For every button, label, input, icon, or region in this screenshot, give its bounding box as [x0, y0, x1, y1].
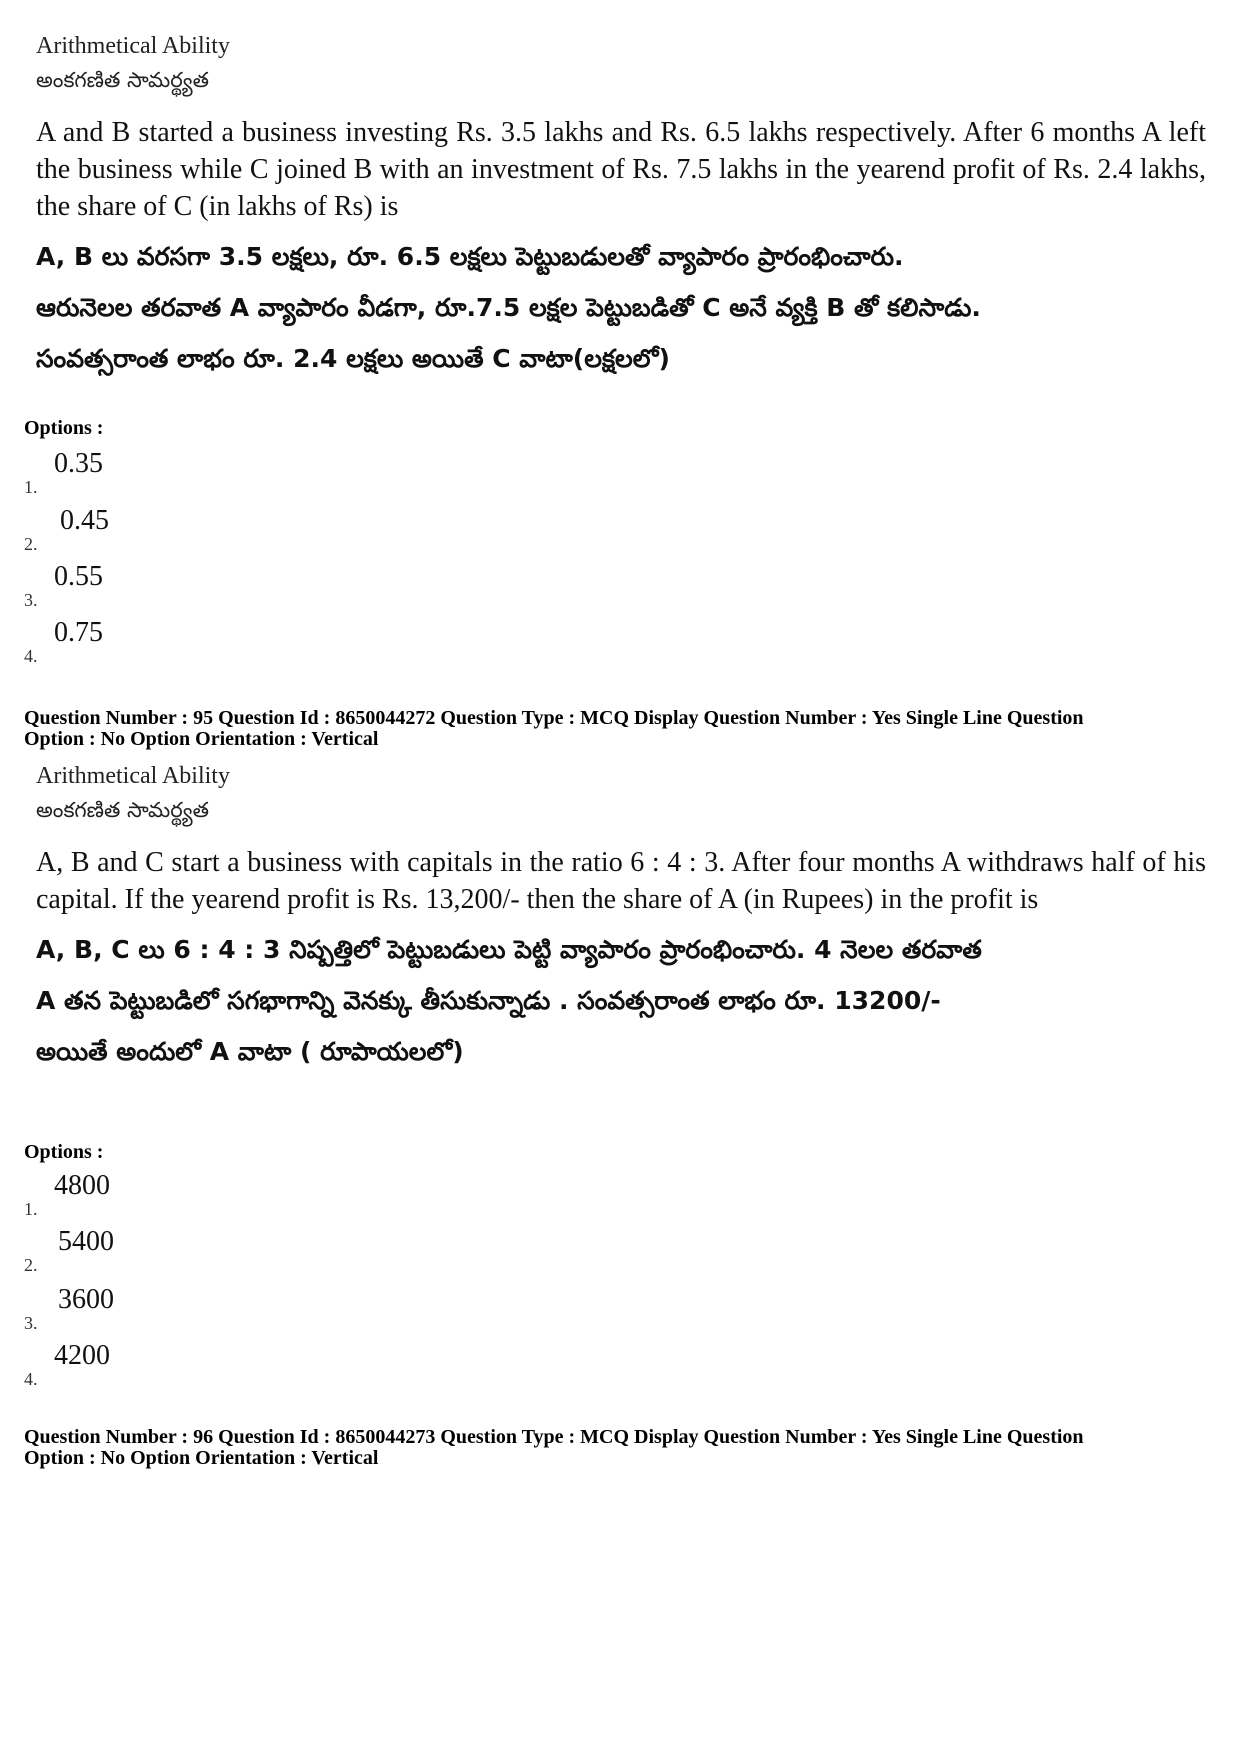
question-text-english: A and B started a business investing Rs. 3.5 lakhs and Rs. 6.5 lakhs respectively. After 6 months A left the business while C joined B with an investment of Rs. 7.5 lakhs in the yearend profit of Rs. 2.4 lakhs, the share of C (in lakhs of Rs) is — [36, 117, 1206, 222]
option-number: 2. — [24, 1255, 38, 1275]
question-94 — [36, 30, 1206, 384]
question-text-telugu-line-2: A తన పెట్టుబడిలో సగభాగాన్ని వెనక్కు తీసుకున్నాడు . సంవత్సరాంత లాభం రూ. 13200/- — [36, 986, 941, 1015]
question-meta-line-2: Option : No Option Orientation : Vertical — [24, 1447, 379, 1469]
question-meta-line-2: Option : No Option Orientation : Vertical — [24, 728, 379, 750]
question-text-telugu-line-3: సంవత్సరాంత లాభం రూ. 2.4 లక్షలు అయితే C వాటా(లక్షలలో) — [36, 344, 670, 373]
option-number: 4. — [24, 1369, 38, 1389]
option-number: 4. — [24, 646, 38, 666]
option-value: 0.75 — [54, 617, 103, 648]
subject-label-telugu: అంకగణిత సామర్థ్యత — [36, 68, 209, 92]
option-number: 2. — [24, 534, 38, 554]
question-95 — [36, 760, 1206, 1077]
question-text-telugu-line-3: అయితే అందులో A వాటా ( రూపాయలలో) — [36, 1037, 464, 1066]
option-value: 4200 — [54, 1340, 110, 1371]
option-value: 0.35 — [54, 448, 103, 479]
question-meta-96 — [24, 1427, 1224, 1469]
subject-label-telugu: అంకగణిత సామర్థ్యత — [36, 798, 209, 822]
question-text-telugu-line-2: ఆరునెలల తరవాత A వ్యాపారం వీడగా, రూ.7.5 లక్షల పెట్టుబడితో C అనే వ్యక్తి B తో కలిసాడు. — [36, 293, 981, 322]
question-text-telugu-line-1: A, B లు వరసగా 3.5 లక్షలు, రూ. 6.5 లక్షలు పెట్టుబడులతో వ్యాపారం ప్రారంభించారు. — [36, 242, 904, 271]
option-value: 4800 — [54, 1170, 110, 1201]
options-label: Options : — [24, 1141, 104, 1163]
subject-label: Arithmetical Ability — [36, 33, 230, 59]
subject-label: Arithmetical Ability — [36, 763, 230, 789]
question-text-english: A, B and C start a business with capitals in the ratio 6 : 4 : 3. After four months A withdraws half of his capital. If the yearend profit is Rs. 13,200/- then the share of A (in Rupees) in the profit is — [36, 847, 1206, 915]
option-number: 3. — [24, 1313, 38, 1333]
option-number: 1. — [24, 1199, 38, 1219]
option-value: 3600 — [58, 1284, 114, 1315]
question-meta-95 — [24, 708, 1224, 750]
question-meta-line-1: Question Number : 96 Question Id : 8650044273 Question Type : MCQ Display Question Number : Yes Single Line Question — [24, 1426, 1084, 1448]
options-label: Options : — [24, 417, 104, 439]
question-meta-line-1: Question Number : 95 Question Id : 8650044272 Question Type : MCQ Display Question Number : Yes Single Line Question — [24, 707, 1084, 729]
option-value: 5400 — [58, 1226, 114, 1257]
option-number: 1. — [24, 477, 38, 497]
option-value: 0.45 — [60, 505, 109, 536]
option-value: 0.55 — [54, 561, 103, 592]
question-text-telugu-line-1: A, B, C లు 6 : 4 : 3 నిష్పత్తిలో పెట్టుబడులు పెట్టి వ్యాపారం ప్రారంభించారు. 4 నెలల తరవాత — [36, 935, 982, 964]
option-number: 3. — [24, 590, 38, 610]
